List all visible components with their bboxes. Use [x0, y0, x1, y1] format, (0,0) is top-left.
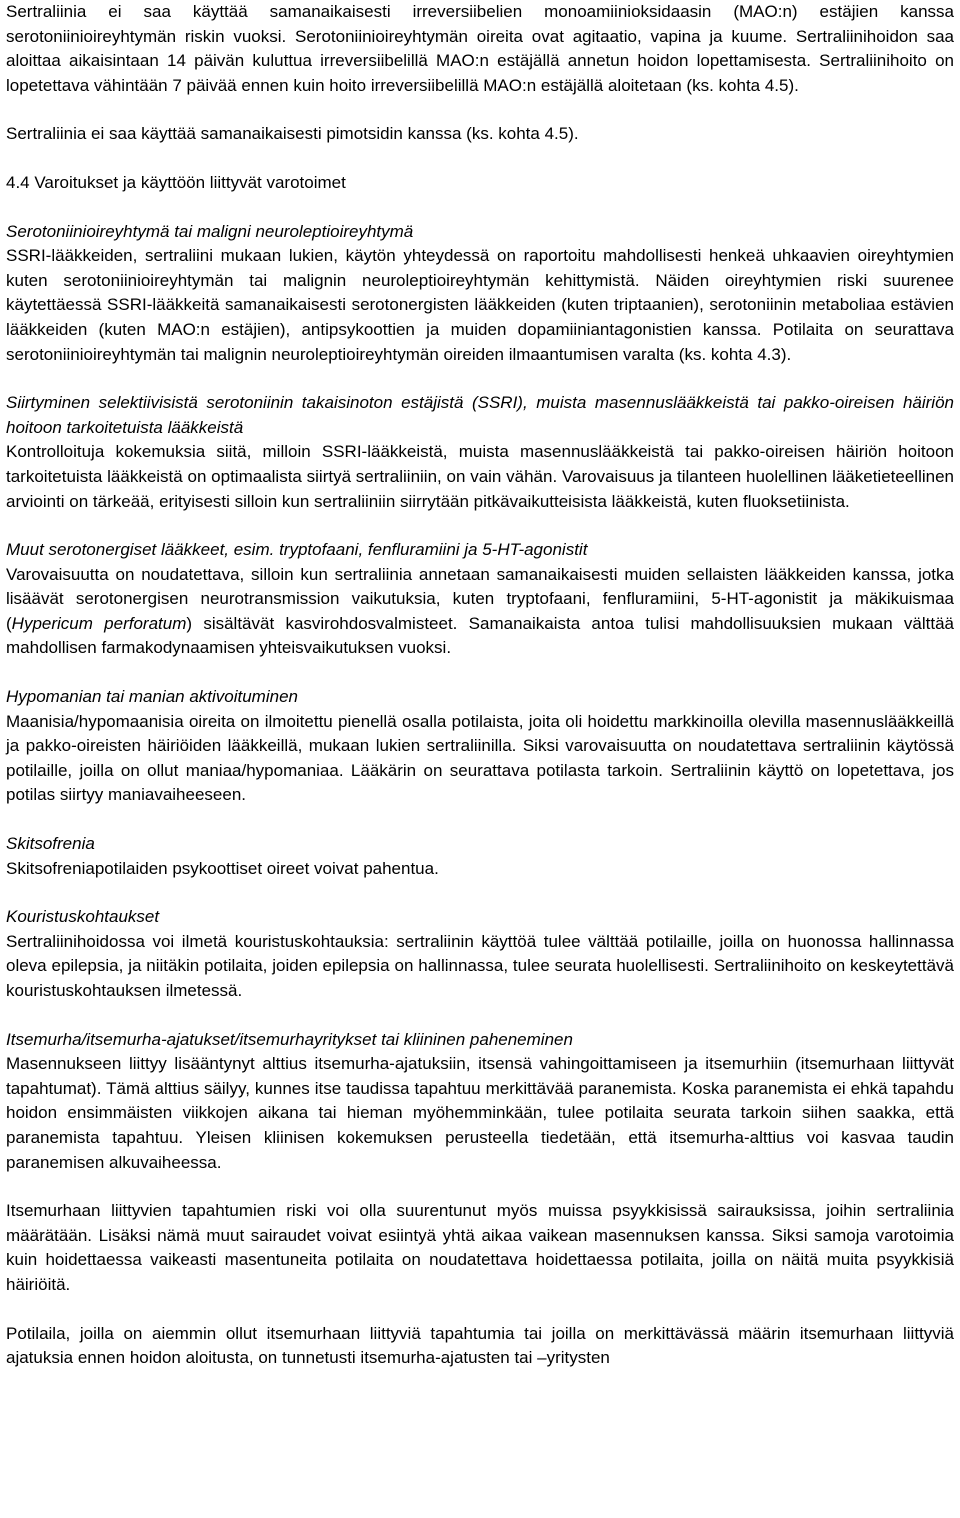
subheading-suicide: Itsemurha/itsemurha-ajatukset/itsemurhayritykset tai kliininen paheneminen	[6, 1029, 573, 1049]
subheading-serotonin-syndrome: Serotoniinioireyhtymä tai maligni neuroleptioireyhtymä	[6, 221, 414, 241]
subheading-seizures: Kouristuskohtaukset	[6, 907, 160, 927]
text-other-serotonergic-a: Varovaisuutta on noudatettava, silloin kun sertraliinia annetaan samanaikaisesti muiden sellaisten lääkkeiden kanssa, jotka lisäävät serotonergisen neurotransmission vaikutuksia, kuten tryptofaani, fenfluramiini, 5-HT-agonistit ja mäkikuismaa (	[6, 564, 954, 633]
text-switching-ssri: Kontrolloituja kokemuksia siitä, milloin SSRI-lääkkeistä, muista masennuslääkkeistä tai pakko-oireisen häiriön hoitoon tarkoitetuista lääkkeistä on optimaalista siirtyä sertraliiniin, on vain vähän. Varovaisuus ja tilanteen huolellinen lääketieteellinen arviointi on tärkeää, erityisesti silloin kun sertraliiniin siirrytään pitkävaikutteisista lääkkeistä, kuten fluoksetiinista.	[6, 442, 954, 511]
paragraph-prior-suicidal: Potilaila, joilla on aiemmin ollut itsemurhaan liittyviä tapahtumia tai joilla on merkittävässä määrin itsemurhaan liittyviä ajatuksia ennen hoidon aloitusta, on tunnetusti itsemurha-ajatusten tai –yritysten	[6, 1323, 954, 1368]
paragraph-other-disorders: Itsemurhaan liittyvien tapahtumien riski voi olla suurentunut myös muissa psyykkisissä sairauksissa, joihin sertraliinia määrätään. Lisäksi nämä muut sairaudet voivat esiintyä yhtä aikaa vaikean masennuksen kanssa. Siksi samoja varotoimia kuin hoidettaessa vaikeasti masentuneita potilaita on noudatettava hoidettaessa potilaita, joilla on näitä muita psyykkisiä häiriöitä.	[6, 1201, 954, 1294]
text-schizophrenia: Skitsofreniapotilaiden psykoottiset oireet voivat pahentua.	[6, 858, 439, 878]
text-suicide: Masennukseen liittyy lisääntynyt alttius itsemurha-ajatuksiin, itsensä vahingoittamiseen ja itsemurhiin (itsemurhaan liittyvät tapahtumat). Tämä alttius säilyy, kunnes itse taudissa tapahtuu merkittävää paranemista. Koska paranemista ei ehkä tapahdu hoidon ensimmäisten viikkojen aikana tai hieman myöhemminkään, tulee potilaita seurata tarkoin siihen saakka, että paranemista tapahtuu. Yleisen kliinisen kokemuksen perusteella tiedetään, että itsemurha-alttius voi kasvaa taudin paranemisen alkuvaiheessa.	[6, 1054, 954, 1172]
subheading-other-serotonergic: Muut serotonergiset lääkkeet, esim. tryptofaani, fenfluramiini ja 5-HT-agonistit	[6, 540, 588, 560]
text-serotonin-syndrome: SSRI-lääkkeiden, sertraliini mukaan lukien, käytön yhteydessä on raportoitu mahdollisesti henkeä uhkaavien oireyhtymien kuten serotoniinioireyhtymän tai malignin neuroleptioireyhtymän kehittymistä. Näiden oireyhtymien riski suurenee käytettäessä SSRI-lääkkeitä samanaikaisesti serotonergisten lääkkeiden (kuten triptaanien), serotoniinin metaboliaa estävien lääkkeiden (kuten MAO:n estäjien), antipsykoottien ja muiden dopamiiniantagonistien kanssa. Potilaita on seurattava serotoniinioireyhtymän tai malignin neuroleptioireyhtymän oireiden ilmaantumisen varalta (ks. kohta 4.3).	[6, 246, 954, 364]
subheading-switching-ssri: Siirtyminen selektiivisistä serotoniinin takaisinoton estäjistä (SSRI), muista masennuslääkkeistä tai pakko-oireisen häiriön hoitoon tarkoitetuista lääkkeistä	[6, 393, 954, 437]
subheading-schizophrenia: Skitsofrenia	[6, 834, 95, 854]
text-other-serotonergic	[6, 563, 954, 661]
paragraph-mao-inhibitors: Sertraliinia ei saa käyttää samanaikaisesti irreversiibelien monoamiinioksidaasin (MAO:n) estäjien kanssa serotoniinioireyhtymän riskin vuoksi. Serotoniinioireyhtymän oireita ovat agitaatio, vapina ja kuume. Sertraliinihoidon saa aloittaa aikaisintaan 14 päivän kuluttua irreversiibelillä MAO:n estäjällä annetun hoidon lopettamisesta. Sertraliinihoito on lopetettava vähintään 7 päivää ennen kuin hoito irreversiibelillä MAO:n estäjällä aloitetaan (ks. kohta 4.5).	[6, 2, 954, 95]
text-other-serotonergic-b: ) sisältävät kasvirohdosvalmisteet. Samanaikaista antoa tulisi mahdollisuuksien mukaan välttää mahdollisen farmakodynaamisen yhteisvaikutuksen vuoksi.	[6, 613, 955, 658]
section-heading: 4.4 Varoitukset ja käyttöön liittyvät varotoimet	[6, 172, 346, 192]
subheading-mania: Hypomanian tai manian aktivoituminen	[6, 687, 298, 707]
text-mania: Maanisia/hypomaanisia oireita on ilmoitettu pienellä osalla potilaista, joita oli hoidettu markkinoilla olevilla masennuslääkkeillä ja pakko-oireisten häiriöiden lääkkeillä, mukaan lukien sertraliinilla. Siksi varovaisuutta on noudatettava sertraliinin käytössä potilaille, joilla on ollut maniaa/hypomaniaa. Lääkärin on seurattava potilasta tarkoin. Sertraliinin käyttö on lopetettava, jos potilas siirtyy maniavaiheeseen.	[6, 711, 954, 805]
paragraph-pimozide: Sertraliinia ei saa käyttää samanaikaisesti pimotsidin kanssa (ks. kohta 4.5).	[6, 124, 579, 144]
text-hypericum: Hypericum perforatum	[11, 613, 187, 633]
text-seizures: Sertraliinihoidossa voi ilmetä kouristuskohtauksia: sertraliinin käyttöä tulee välttää potilaille, joilla on huonossa hallinnassa oleva epilepsia, ja niitäkin potilaita, joiden epilepsia on hallinnassa, tulee seurata huolellisesti. Sertraliinihoito on keskeytettävä kouristuskohtauksen ilmetessä.	[6, 931, 954, 1000]
document-page	[6, 0, 954, 1371]
